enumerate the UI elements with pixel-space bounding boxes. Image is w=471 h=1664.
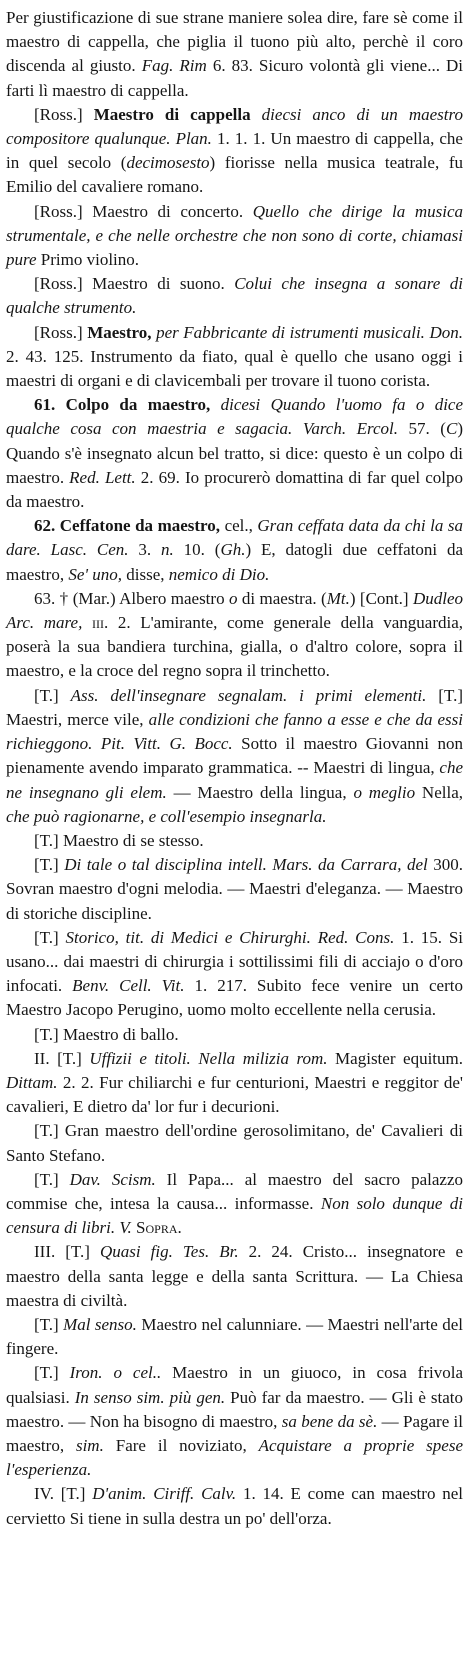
text-segment: Ass. dell'insegnare segnalam. i primi elementi. xyxy=(70,685,427,705)
dictionary-paragraph xyxy=(6,514,463,587)
text-segment: Acquistare a proprie spese l'esperienza. xyxy=(6,1435,463,1480)
text-segment xyxy=(210,395,220,414)
text-segment: Benv. Cell. Vit. xyxy=(72,976,185,996)
text-segment: Mal senso. xyxy=(63,1314,137,1334)
text-segment: Fare il noviziato, xyxy=(103,1435,259,1455)
text-segment: o xyxy=(228,588,238,608)
text-segment: di maestra. ( xyxy=(237,588,327,608)
dictionary-paragraph xyxy=(6,853,463,926)
text-segment: nemico di Dio. xyxy=(168,564,270,584)
text-segment: disse, xyxy=(122,564,169,584)
dictionary-paragraph xyxy=(6,587,463,684)
text-segment: alle condizioni che fanno a esse e che da essi richieggono. Pit. Vitt. G. Bocc. xyxy=(6,709,463,754)
text-segment: Storico, tit. di Medici e Chirurghi. Red. Cons. xyxy=(65,927,395,947)
text-segment: C xyxy=(445,419,458,439)
text-segment: Dittam. xyxy=(6,1072,58,1092)
text-segment: 61. Colpo da maestro, xyxy=(34,395,211,415)
text-segment xyxy=(82,613,92,632)
text-segment: Quello che dirige la musica strumentale, e che nelle orchestre che non sono di corte, chiamasi pure xyxy=(6,201,463,270)
text-segment: Maestro in un giuoco, in cosa frivola qualsiasi. xyxy=(6,1363,463,1407)
dictionary-paragraph xyxy=(6,1168,463,1241)
text-segment: [Ross.] xyxy=(34,104,94,124)
text-segment: [T.] Maestro di ballo. xyxy=(34,1024,179,1044)
text-segment: [T.] xyxy=(34,685,71,705)
text-segment: 2. 43. 125. Instrumento da fiato, qual è quello che usano oggi i maestri di organi e di clavicembali per trovare il tuono corista. xyxy=(6,346,463,391)
dictionary-paragraph xyxy=(6,321,463,394)
text-segment: Per giustificazione di sue strane maniere solea dire, fare sè come il maestro di cappella, che piglia il tuono più alto, perchè il coro discenda al giusto. xyxy=(6,8,463,76)
dictionary-paragraph xyxy=(6,926,463,1023)
text-segment: 10. ( xyxy=(173,540,221,560)
text-segment: ) fiorisse nella musica teatrale, fu Emilio del cavaliere romano. xyxy=(6,153,463,197)
text-segment: — Pagare il maestro, xyxy=(6,1411,464,1455)
text-segment: [T.] Gran maestro dell'ordine gerosolimitano, de' Cavalieri di Santo Stefano. xyxy=(6,1121,463,1165)
text-segment: ) Quando s'è insegnato alcun bel tratto, si dice: questo è un colpo di maestro. xyxy=(6,419,463,487)
dictionary-paragraph xyxy=(6,684,463,829)
text-segment: Maestro, xyxy=(87,322,152,342)
text-segment: Colui che insegna a sonare di qualche strumento. xyxy=(6,274,463,318)
text-segment: iii. xyxy=(91,613,109,633)
text-segment: Uffizii e titoli. Nella milizia rom. xyxy=(89,1048,328,1068)
text-segment: 2. 24. Cristo... insegnatore e maestro della santa legge e della santa Scrittura. — La Chiesa maestra di civiltà. xyxy=(6,1242,464,1310)
text-segment: [Ross.] Maestro di concerto. xyxy=(34,201,253,221)
text-segment: [Ross.] xyxy=(34,322,88,342)
text-segment: [T.] xyxy=(34,927,66,947)
dictionary-paragraph xyxy=(6,393,463,514)
text-segment: [T.] xyxy=(34,1363,70,1383)
text-segment: 1. 14. E come can maestro nel cervietto Si tiene in sulla destra un po' dell'orza. xyxy=(6,1484,463,1528)
text-segment: Dudleo Arc. mare, xyxy=(6,588,463,633)
text-segment: 3. xyxy=(128,540,162,560)
text-segment: Sotto il maestro Giovanni non pienamente avendo imparato grammatica. -- Maestri di lingua, xyxy=(6,734,463,778)
text-segment: [T.] Maestro di se stesso. xyxy=(34,830,204,850)
text-segment: che può ragionarne, e coll'esempio insegnarla. xyxy=(6,806,327,826)
text-segment: Maestro di cappella xyxy=(93,104,251,124)
dictionary-paragraph xyxy=(6,200,463,273)
text-segment: Iron. o cel.. xyxy=(69,1363,162,1383)
text-segment: IV. [T.] xyxy=(34,1484,93,1504)
text-segment: n. xyxy=(161,540,174,560)
text-segment: ) E, datogli due ceffatoni da maestro, xyxy=(6,540,464,584)
text-segment: [T.] xyxy=(34,855,65,875)
text-segment: [T.] xyxy=(34,1314,64,1334)
text-segment: Sopra. xyxy=(136,1218,182,1238)
dictionary-paragraph xyxy=(6,1023,463,1047)
text-segment: ) [Cont.] xyxy=(349,588,413,608)
text-segment: Maestro nel calunniare. — Maestri nell'arte del fingere. xyxy=(6,1314,463,1359)
text-segment: 2. L'amirante, come generale della vanguardia, poserà la sua bandiera turchina, gialla, o d'altro colore, sopra il maestro, e la croce del regno sopra il trinchetto. xyxy=(6,613,463,681)
text-segment: [T.] xyxy=(34,1169,70,1189)
text-segment: Nella, xyxy=(415,782,463,802)
text-segment: In senso sim. più gen. xyxy=(74,1387,226,1407)
text-segment: 6. 83. Sicuro volontà gli viene... Di farti lì maestro di cappella. xyxy=(6,56,463,100)
dictionary-paragraph xyxy=(6,1047,463,1120)
text-segment: sa bene da sè. xyxy=(281,1411,378,1431)
text-segment: Mt. xyxy=(326,588,350,608)
dictionary-paragraph xyxy=(6,1313,463,1361)
text-segment: Fag. Rim xyxy=(141,56,207,76)
text-segment: — Maestro della lingua, xyxy=(166,782,354,802)
text-segment: Di tale o tal disciplina intell. Mars. da Carrara, del xyxy=(64,855,428,875)
text-segment: 1. 217. Subito fece venire un certo Maestro Jacopo Perugino, uomo molto eccellente nella cerusia. xyxy=(6,976,463,1020)
text-segment: decimosesto xyxy=(126,153,210,173)
text-segment: 57. ( xyxy=(398,419,446,439)
text-segment: per Fabbricante di istrumenti musicali. Don. xyxy=(156,322,463,342)
text-segment: Red. Lett. xyxy=(69,467,136,487)
text-segment: cel., xyxy=(220,516,258,536)
text-segment: 62. Ceffatone da maestro, xyxy=(34,516,221,536)
text-segment: Dav. Scism. xyxy=(69,1169,156,1189)
text-segment: o meglio xyxy=(353,782,416,802)
text-segment: Può far da maestro. — Gli è stato maestro. — Non ha bisogno di maestro, xyxy=(6,1387,463,1431)
text-segment: Non solo dunque di censura di libri. V. xyxy=(6,1193,463,1238)
dictionary-paragraph xyxy=(6,1482,463,1530)
text-segment: Se' uno, xyxy=(68,564,123,584)
text-segment: [Ross.] Maestro di suono. xyxy=(34,274,235,294)
text-segment: Quasi fig. Tes. Br. xyxy=(100,1242,239,1262)
dictionary-paragraph xyxy=(6,6,463,103)
dictionary-paragraph xyxy=(6,1119,463,1167)
text-segment: dicesi Quando l'uomo fa o dice qualche cosa con maestria e sagacia. Varch. Ercol. xyxy=(6,395,464,439)
text-segment: D'anim. Ciriff. Calv. xyxy=(92,1484,237,1504)
text-segment: Gh. xyxy=(220,540,246,560)
text-segment: II. [T.] xyxy=(34,1048,90,1068)
text-segment: 300. Sovran maestro d'ogni melodia. — Maestri d'eleganza. — Maestro di storiche discipline. xyxy=(6,855,464,923)
text-segment: che ne insegnano gli elem. xyxy=(6,758,463,802)
text-segment: 1. 1. 1. Un maestro di cappella, che in quel secolo ( xyxy=(6,129,463,173)
text-segment xyxy=(251,105,262,124)
dictionary-paragraph xyxy=(6,272,463,320)
dictionary-paragraph xyxy=(6,1240,463,1313)
text-segment: Gran ceffata data da chi la sa dare. Lasc. Cen. xyxy=(6,516,464,560)
text-segment: Primo violino. xyxy=(36,250,140,270)
text-segment: 2. 69. Io procurerò domattina di far quel colpo da maestro. xyxy=(6,467,463,512)
text-segment: III. [T.] xyxy=(34,1242,101,1262)
text-segment: Il Papa... al maestro del sacro palazzo commise che, intesa la causa... informasse. xyxy=(6,1169,463,1213)
text-segment: 1. 15. Si usano... dai maestri di chirurgia i sottilissimi fili di acciajo o d'oro infocati. xyxy=(6,927,463,996)
dictionary-paragraph xyxy=(6,829,463,853)
text-segment: 2. 2. Fur chiliarchi e fur centurioni, Maestri e reggitor de' cavalieri, E dietro da' lor fur i decurioni. xyxy=(6,1072,463,1117)
text-segment: sim. xyxy=(75,1435,104,1455)
text-segment: [T.] Maestri, merce vile, xyxy=(6,685,463,729)
text-segment: 63. † (Mar.) Albero maestro xyxy=(34,588,229,608)
dictionary-paragraph xyxy=(6,103,463,200)
dictionary-paragraph xyxy=(6,1361,463,1482)
text-segment: diecsi anco di un maestro compositore qualunque. Plan. xyxy=(6,104,464,149)
text-segment: Magister equitum. xyxy=(327,1048,463,1068)
